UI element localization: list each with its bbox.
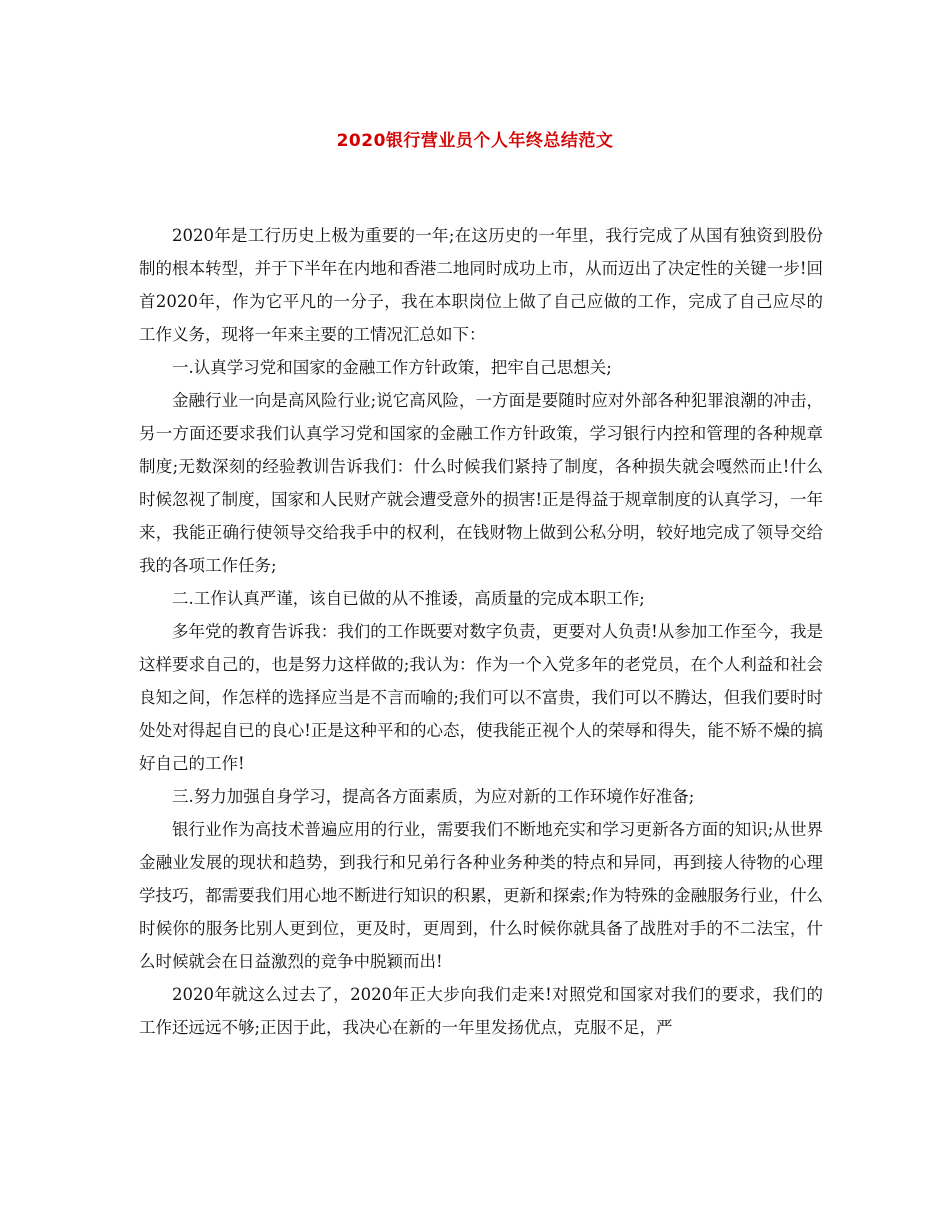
- paragraph: 多年党的教育告诉我：我们的工作既要对数字负责，更要对人负责!从参加工作至今，我是这样要求自己的，也是努力这样做的;我认为：作为一个入党多年的老党员，在个人利益和社会良知之间，作怎样的选择应当是不言而喻的;我们可以不富贵，我们可以不腾达，但我们要时时处处对得起自已的良心!正是这种平和的心态，使我能正视个人的荣辱和得失，能不矫不燥的搞好自己的工作!: [139, 622, 823, 773]
- paragraph: 银行业作为高技术普遍应用的行业，需要我们不断地充实和学习更新各方面的知识;从世界金融业发展的现状和趋势，到我行和兄弟行各种业务种类的特点和异同，再到接人待物的心理学技巧，都需要我们用心地不断进行知识的积累，更新和探索;作为特殊的金融服务行业，什么时候你的服务比别人更到位，更及时，更周到，什么时候你就具备了战胜对手的不二法宝，什么时候就会在日益激烈的竞争中脱颖而出!: [139, 820, 823, 971]
- paragraph: 2020年是工行历史上极为重要的一年;在这历史的一年里，我行完成了从国有独资到股份制的根本转型，并于下半年在内地和香港二地同时成功上市，从而迈出了决定性的关键一步!回首2020年，作为它平凡的一分子，我在本职岗位上做了自己应做的工作，完成了自己应尽的工作义务，现将一年来主要的工情况汇总如下：: [139, 226, 823, 344]
- section-heading: 三.努力加强自身学习，提高各方面素质，为应对新的工作环境作好准备;: [172, 787, 695, 806]
- paragraph: 金融行业一向是高风险行业;说它高风险，一方面是要随时应对外部各种犯罪浪潮的冲击，另一方面还要求我们认真学习党和国家的金融工作方针政策，学习银行内控和管理的各种规章制度;无数深刻的经验教训告诉我们：什么时候我们紧持了制度，各种损失就会嘎然而止!什么时候忽视了制度，国家和人民财产就会遭受意外的损害!正是得益于规章制度的认真学习，一年来，我能正确行使领导交给我手中的权利，在钱财物上做到公私分明，较好地完成了领导交给我的各项工作任务;: [139, 391, 823, 575]
- document-title: 2020银行营业员个人年终总结范文: [336, 131, 614, 151]
- section-heading: 一.认真学习党和国家的金融工作方针政策，把牢自己思想关;: [172, 358, 612, 377]
- paragraph: 2020年就这么过去了，2020年正大步向我们走来!对照党和国家对我们的要求，我们的工作还远远不够;正因于此，我决心在新的一年里发扬优点，克服不足，严: [139, 985, 823, 1037]
- document-body: [139, 219, 823, 1044]
- section-heading: 二.工作认真严谨，该自已做的从不推诿，高质量的完成本职工作;: [172, 589, 645, 608]
